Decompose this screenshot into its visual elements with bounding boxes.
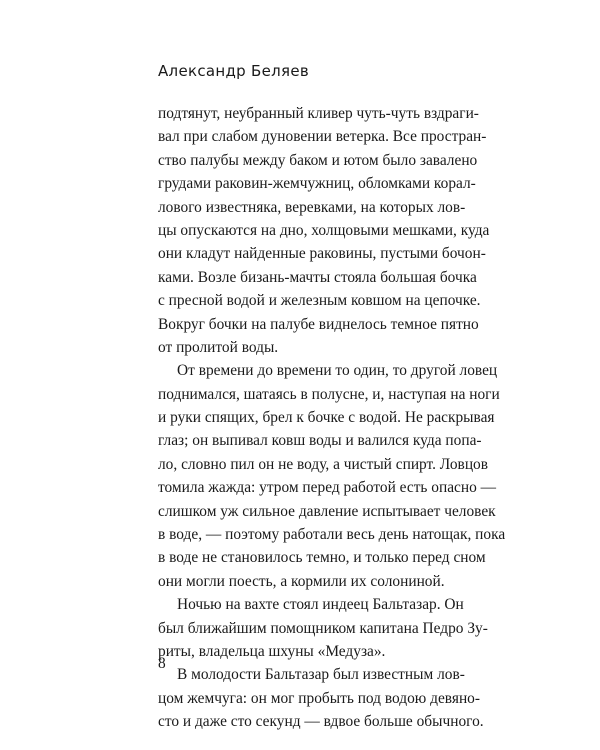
text-line: В молодости Бальтазар был известным лов- <box>177 666 465 684</box>
body-text <box>158 102 506 734</box>
text-line: они могли поесть, а кормили их солониной. <box>158 572 445 590</box>
text-line: томила жажда: утром перед работой есть опасно — <box>158 479 497 497</box>
text-line: сто и даже сто секунд — вдвое больше обычного. <box>158 713 484 731</box>
text-line: глаз; он выпивал ковш воды и валился куда попа- <box>158 432 482 450</box>
text-line: цом жемчуга: он мог пробыть под водою девяно- <box>158 689 481 707</box>
text-line: в воде, — поэтому работали весь день натощак, пока <box>158 526 506 544</box>
text-line: был ближайшим помощником капитана Педро Зу- <box>158 619 488 637</box>
text-line: ками. Возле бизань-мачты стояла большая бочка <box>158 268 477 286</box>
text-line: лового известняка, веревками, на которых лов- <box>158 198 466 216</box>
text-line: поднимался, шатаясь в полусне, и, наступая на ноги <box>158 385 500 403</box>
text-line: и руки спящих, брел к бочке с водой. Не раскрывая <box>158 409 495 427</box>
text-line: они кладут найденные раковины, пустыми бочон- <box>158 245 486 263</box>
text-line: слишком уж сильное давление испытывает человек <box>158 502 496 520</box>
text-line: ло, словно пил он не воду, а чистый спирт. Ловцов <box>158 455 489 473</box>
text-line: вал при слабом дуновении ветерка. Все простран- <box>158 128 487 146</box>
text-line: подтянут, неубранный кливер чуть-чуть вздраги- <box>158 105 479 122</box>
text-line: ство палубы между баком и ютом было завалено <box>158 151 478 169</box>
text-line: с пресной водой и железным ковшом на цепочке. <box>158 292 481 310</box>
text-line: от пролитой воды. <box>158 338 279 356</box>
text-line: От времени до времени то один, то другой ловец <box>177 362 498 380</box>
text-line: Ночью на вахте стоял индеец Бальтазар. Он <box>177 596 464 614</box>
text-line: риты, владельца шхуны «Медуза». <box>158 642 386 660</box>
text-line: в воде не становилось темно, и только перед сном <box>158 549 486 567</box>
text-line: грудами раковин-жемчужниц, обломками корал- <box>158 175 476 193</box>
page-number: 8 <box>158 655 166 672</box>
text-line: Вокруг бочки на палубе виднелось темное пятно <box>158 315 479 333</box>
text-line: цы опускаются на дно, холщовыми мешками, куда <box>158 221 490 239</box>
running-header-author: Александр Беляев <box>158 62 310 80</box>
